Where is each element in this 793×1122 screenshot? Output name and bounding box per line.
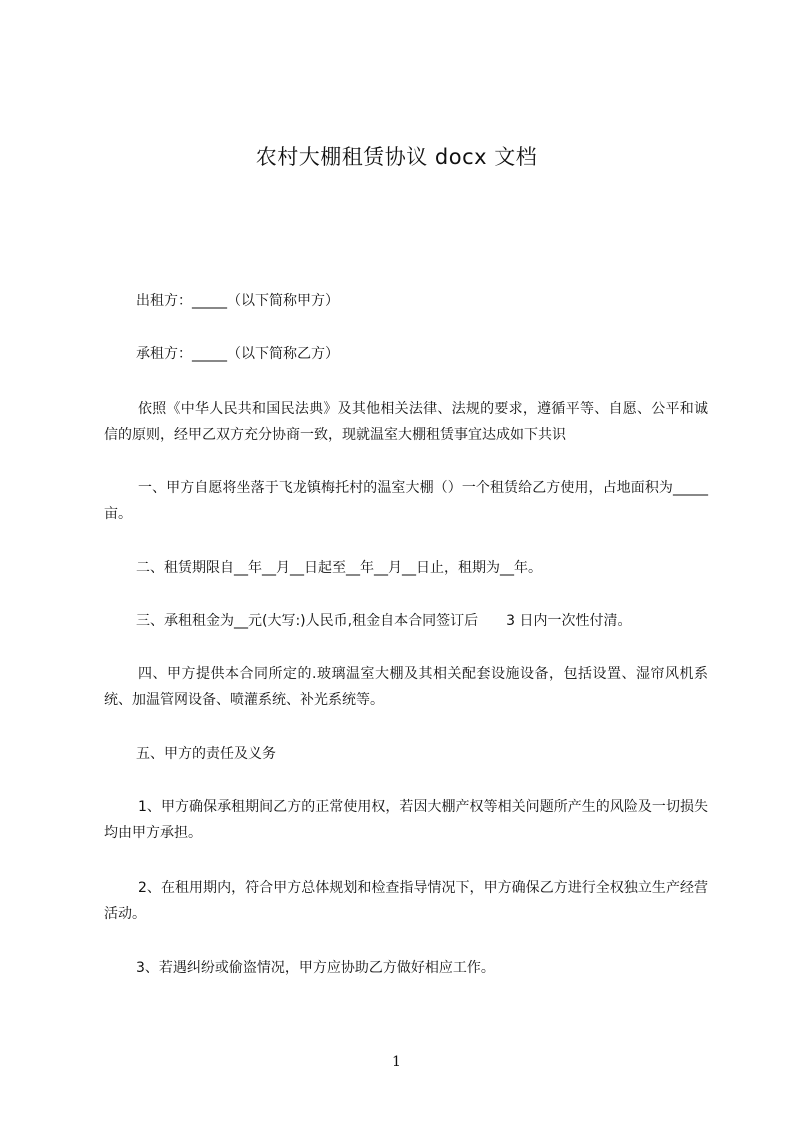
clause-3-paragraph: 三、承租租金为__元(大写:)人民币,租金自本合同签订后 3 日内一次性付清。 xyxy=(136,613,632,629)
obligation-item-1: 1、甲方确保承租期间乙方的正常使用权，若因大棚产权等相关问题所产生的风险及一切损失均由甲方承担。 xyxy=(104,799,708,841)
document-title: 农村大棚租赁协议 docx 文档 xyxy=(255,145,538,169)
clause-1-paragraph: 一、甲方自愿将坐落于飞龙镇梅托村的温室大棚（）一个租赁给乙方使用，占地面积为_____亩。 xyxy=(104,480,708,522)
lessor-line: 出租方：_____（以下简称甲方） xyxy=(136,293,339,309)
obligation-item-2: 2、在租用期内，符合甲方总体规划和检查指导情况下，甲方确保乙方进行全权独立生产经营活动。 xyxy=(104,880,708,922)
lessee-line: 承租方：_____（以下简称乙方） xyxy=(136,346,339,362)
clause-5-heading: 五、甲方的责任及义务 xyxy=(136,746,276,762)
page-number: 1 xyxy=(392,1054,401,1070)
obligation-item-3: 3、若遇纠纷或偷盗情况，甲方应协助乙方做好相应工作。 xyxy=(136,960,495,976)
clause-4-paragraph: 四、甲方提供本合同所定的.玻璃温室大棚及其相关配套设施设备，包括设置、湿帘风机系统、加温管网设备、喷灌系统、补光系统等。 xyxy=(104,666,708,708)
clause-2-paragraph: 二、租赁期限自__年__月__日起至__年__月__日止，租期为__年。 xyxy=(136,560,542,576)
preamble-paragraph: 依照《中华人民共和国民法典》及其他相关法律、法规的要求，遵循平等、自愿、公平和诚信的原则，经甲乙双方充分协商一致，现就温室大棚租赁事宜达成如下共识 xyxy=(104,401,708,443)
